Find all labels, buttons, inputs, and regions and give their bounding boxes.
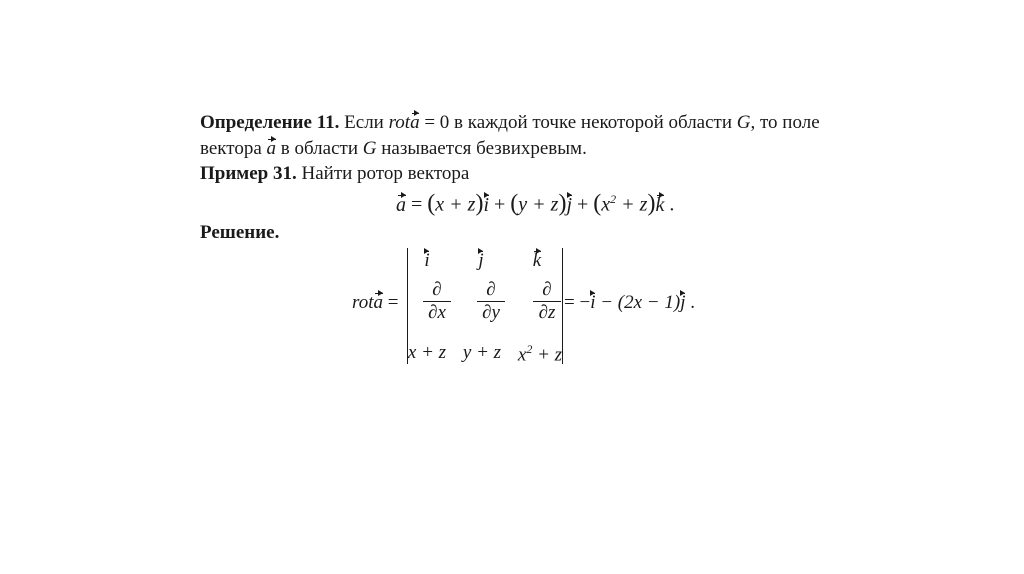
condition-equals: = 0 (424, 112, 450, 133)
formula-plus-2: + (577, 193, 589, 216)
det-cell-xz: x + z (407, 342, 447, 363)
formula-term-3-power: 2 (610, 192, 617, 206)
partial-y (471, 280, 511, 323)
det-cell-k (507, 250, 567, 272)
determinant-result (564, 292, 695, 314)
rot-operator: rot (388, 112, 411, 133)
result-equals: = − (564, 292, 591, 313)
result-middle: − (2x − 1) (595, 292, 681, 313)
determinant-lhs (352, 292, 398, 314)
partial-x-num: ∂ (432, 279, 442, 300)
det-cell-x2z (510, 342, 570, 366)
region-symbol-2: G (362, 138, 377, 159)
partial-x-den: ∂x (428, 302, 446, 323)
example-formula: $a = (x + z)i + (y + z)j + (x^2 + z)k$ . (396, 190, 675, 217)
result-unit-j: j (680, 292, 686, 313)
definition-line2-a: вектора (200, 138, 262, 159)
formula-vector-a: a (396, 193, 406, 216)
result-unit-i: i (590, 292, 596, 313)
formula-plus-1: + (494, 193, 506, 216)
determinant-right-bar (562, 248, 563, 364)
formula-term-3-base: x (601, 193, 611, 216)
det-x2z-rest: + z (532, 344, 563, 366)
example-label: Пример 31. (200, 163, 297, 184)
example-task: Найти ротор вектора (301, 163, 470, 184)
partial-z-num: ∂ (542, 279, 552, 300)
example-line (200, 163, 469, 185)
solution-label: Решение. (200, 222, 280, 243)
definition-label: Определение 11. (200, 112, 340, 133)
result-period: . (690, 292, 695, 313)
condition-text: в каждой точке некоторой области (454, 112, 733, 133)
definition-if: Если (344, 112, 384, 133)
det-x2z-base: x (517, 344, 527, 366)
lhs-equals: = (387, 292, 399, 313)
definition-line-2 (200, 138, 587, 160)
formula-period: . (669, 193, 675, 216)
definition-line-1 (200, 112, 820, 134)
rot-label: rot (352, 292, 374, 313)
formula-unit-i: i (483, 193, 489, 216)
formula-unit-j: j (566, 193, 572, 216)
definition-line2-c: называется безвихревым. (381, 138, 587, 159)
formula-term-3-rest: + z (616, 193, 648, 216)
definition-line2-b: в области (280, 138, 358, 159)
vector-a: a (410, 112, 420, 133)
det-x2z-power: 2 (526, 342, 533, 356)
det-cell-j (451, 250, 511, 272)
vector-a-2: a (266, 138, 277, 159)
formula-term-1: x + z (435, 193, 476, 216)
partial-x (417, 280, 457, 323)
formula-equals: = (411, 193, 423, 216)
det-unit-j: j (478, 250, 484, 271)
partial-z-den: ∂z (538, 302, 556, 323)
formula-term-2: y + z (518, 193, 559, 216)
lhs-vector-a: a (373, 292, 383, 313)
partial-y-num: ∂ (486, 279, 496, 300)
det-cell-i (397, 250, 457, 272)
det-unit-k: k (532, 250, 542, 271)
det-cell-yz: y + z (462, 342, 502, 363)
partial-z (527, 280, 567, 323)
definition-then: , то поле (750, 112, 820, 133)
formula-unit-k: k (655, 193, 665, 216)
partial-y-den: ∂y (482, 302, 500, 323)
det-unit-i: i (424, 250, 430, 271)
region-symbol: G (736, 112, 751, 133)
